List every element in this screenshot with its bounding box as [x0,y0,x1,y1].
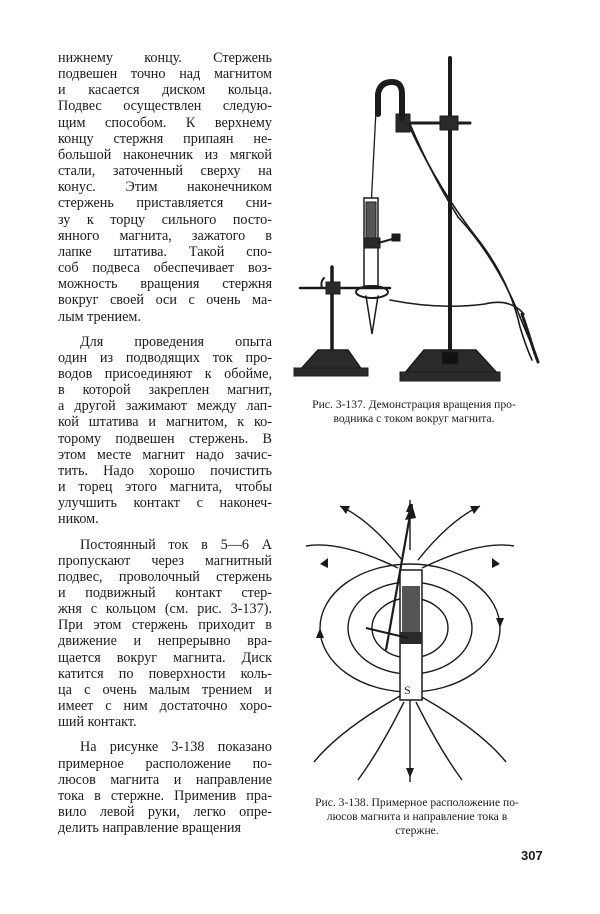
text-line: кой штатива и магнитом, к ко- [58,414,272,431]
caption-line: водника с током вокруг магнита. [333,412,495,425]
text-line: можность вращения стержня [58,276,272,293]
text-line: делить направление вращения [58,820,242,837]
caption-line: люсов магнита и направление тока в [326,810,508,823]
text-line: этом месте магнит надо зачис- [58,446,272,463]
text-line: и подвижный контакт стер- [58,585,272,601]
text-line: вокруг своей оси с очень ма- [58,292,272,309]
text-line: лапке штатива. Такой спо- [58,243,272,260]
text-line: янного магнита, зажатого в [58,227,272,244]
text-line: а другой зажимают между лап- [58,398,272,415]
text-line: ца с очень малым трением и [58,681,272,698]
text-line: люсов магнита и направление [58,771,272,788]
text-line: Постоянный ток в 5—6 А [80,536,272,553]
text-line: в которой закреплен магнит, [58,382,272,399]
text-line: пропускают через магнитный [58,552,272,569]
pole-north-label: N [404,574,412,585]
figure-3-138-caption [282,796,552,838]
text-line: вило левой руки, легко опре- [58,804,272,821]
text-line: ником. [58,511,99,528]
caption-line: стержне. [395,824,439,837]
text-line: стали, заточенный сверху на [58,163,272,180]
text-line: тить. Надо хорошо почистить [58,462,272,479]
text-line: подвешен точно над магнитом [58,66,272,83]
paragraph-1 [58,50,272,325]
text-line: конус. Этим наконечником [58,179,272,196]
text-line: лым трением. [58,308,141,325]
paragraph-2 [58,334,272,528]
text-line: движение и непрерывно вра- [58,633,272,650]
text-line: концу стержня припаян не- [58,130,272,147]
text-line: и касается диском кольца. [58,82,272,99]
caption-line: Рис. 3-137. Демонстрация вращения про- [312,398,516,411]
text-line: соб подвеса обеспечивает воз- [58,260,272,277]
text-line: щим способом. К верхнему [58,114,272,131]
text-line: большой наконечник из мягкой [58,146,272,163]
figure-3-137 [280,52,580,397]
text-line: один из подводящих ток про- [58,349,272,366]
text-line: жня с кольцом (см. рис. 3-137). [58,601,272,618]
text-line: зу к торцу сильного посто- [58,211,272,228]
text-line: и торец этого магнита, чтобы [58,479,272,496]
text-line: катится по поверхности коль- [58,665,272,682]
figure-3-138 [300,490,540,790]
pole-south-label: S [404,683,411,697]
text-line: Подвес осуществлен следую- [58,98,272,115]
paragraph-3 [58,537,272,731]
text-line: щается вокруг магнита. Диск [58,649,272,666]
text-line: стержень приставляется сни- [58,195,272,212]
text-line: Для проведения опыта [80,333,272,350]
text-line: ший контакт. [58,714,137,731]
text-line: подвес, проволочный стержень [58,568,272,585]
text-line: улучшить контакт с наконеч- [58,495,272,512]
text-line: При этом стержень приходит в [58,617,272,634]
text-line: имеет с ним достаточно хоро- [58,698,272,715]
text-line: примерное расположение по- [58,755,272,772]
text-line: тока в стержне. Применив пра- [58,787,272,804]
paragraph-4 [58,739,272,836]
text-line: На рисунке 3-138 показано [80,739,272,756]
page-number: 307 [521,848,543,863]
text-line: нижнему концу. Стержень [58,50,272,66]
text-line: торому подвешен стержень. В [58,430,272,447]
text-line: водов присоединяют к обойме, [58,365,272,382]
figure-3-137-caption [280,398,548,426]
caption-line: Рис. 3-138. Примерное расположение по- [315,796,519,809]
text-column [58,50,272,845]
